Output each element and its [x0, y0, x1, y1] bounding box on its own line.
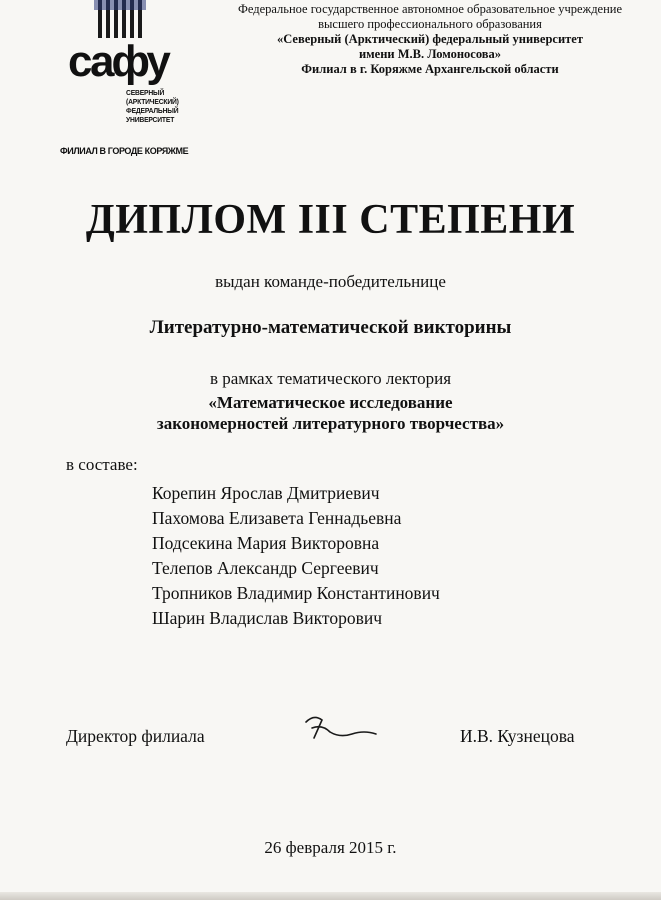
lecture-title-line-2: закономерностей литературного творчества» — [156, 414, 505, 433]
diploma-title: ДИПЛОМ III СТЕПЕНИ — [85, 197, 576, 243]
member-item: Телепов Александр Сергеевич — [152, 558, 379, 578]
lecture-title — [0, 392, 661, 434]
header-line-2: высшего профессионального образования — [318, 17, 542, 31]
university-logo — [60, 0, 189, 160]
lecture-title-line-1: «Математическое исследование — [208, 393, 453, 412]
team-members-list — [152, 481, 440, 631]
logo-branch-text: ФИЛИАЛ В ГОРОДЕ КОРЯЖМЕ — [60, 146, 189, 156]
logo-university-name: СЕВЕРНЫЙ (АРКТИЧЕСКИЙ) ФЕДЕРАЛЬНЫЙ УНИВЕРСИТЕТ — [126, 88, 179, 124]
composition-label: в составе: — [66, 455, 138, 474]
header-line-5: Филиал в г. Коряжме Архангельской области — [301, 62, 559, 76]
member-item: Шарин Владислав Викторович — [152, 608, 383, 628]
director-name: И.В. Кузнецова — [460, 726, 575, 746]
member-item: Корепин Ярослав Дмитриевич — [152, 483, 380, 503]
signature-mark — [300, 708, 380, 748]
member-item: Тропников Владимир Константинович — [152, 583, 440, 603]
issued-text: выдан команде-победительнице — [215, 272, 446, 291]
header-line-3: «Северный (Арктический) федеральный университет — [276, 32, 583, 46]
header-line-4: имени М.В. Ломоносова» — [358, 47, 502, 61]
quiz-name: Литературно-математической викторины — [149, 317, 512, 338]
lecture-intro: в рамках тематического лектория — [209, 369, 452, 388]
scan-edge — [0, 892, 661, 900]
institution-header — [195, 2, 661, 77]
member-item: Пахомова Елизавета Геннадьевна — [152, 508, 402, 528]
header-line-1: Федеральное государственное автономное образовательное учреждение — [237, 2, 623, 16]
director-label: Директор филиала — [66, 726, 205, 746]
logo-mark-text: сафу — [68, 37, 168, 86]
safu-logo-mark — [68, 0, 172, 88]
issue-date: 26 февраля 2015 г. — [264, 838, 397, 857]
member-item: Подсекина Мария Викторовна — [152, 533, 380, 553]
